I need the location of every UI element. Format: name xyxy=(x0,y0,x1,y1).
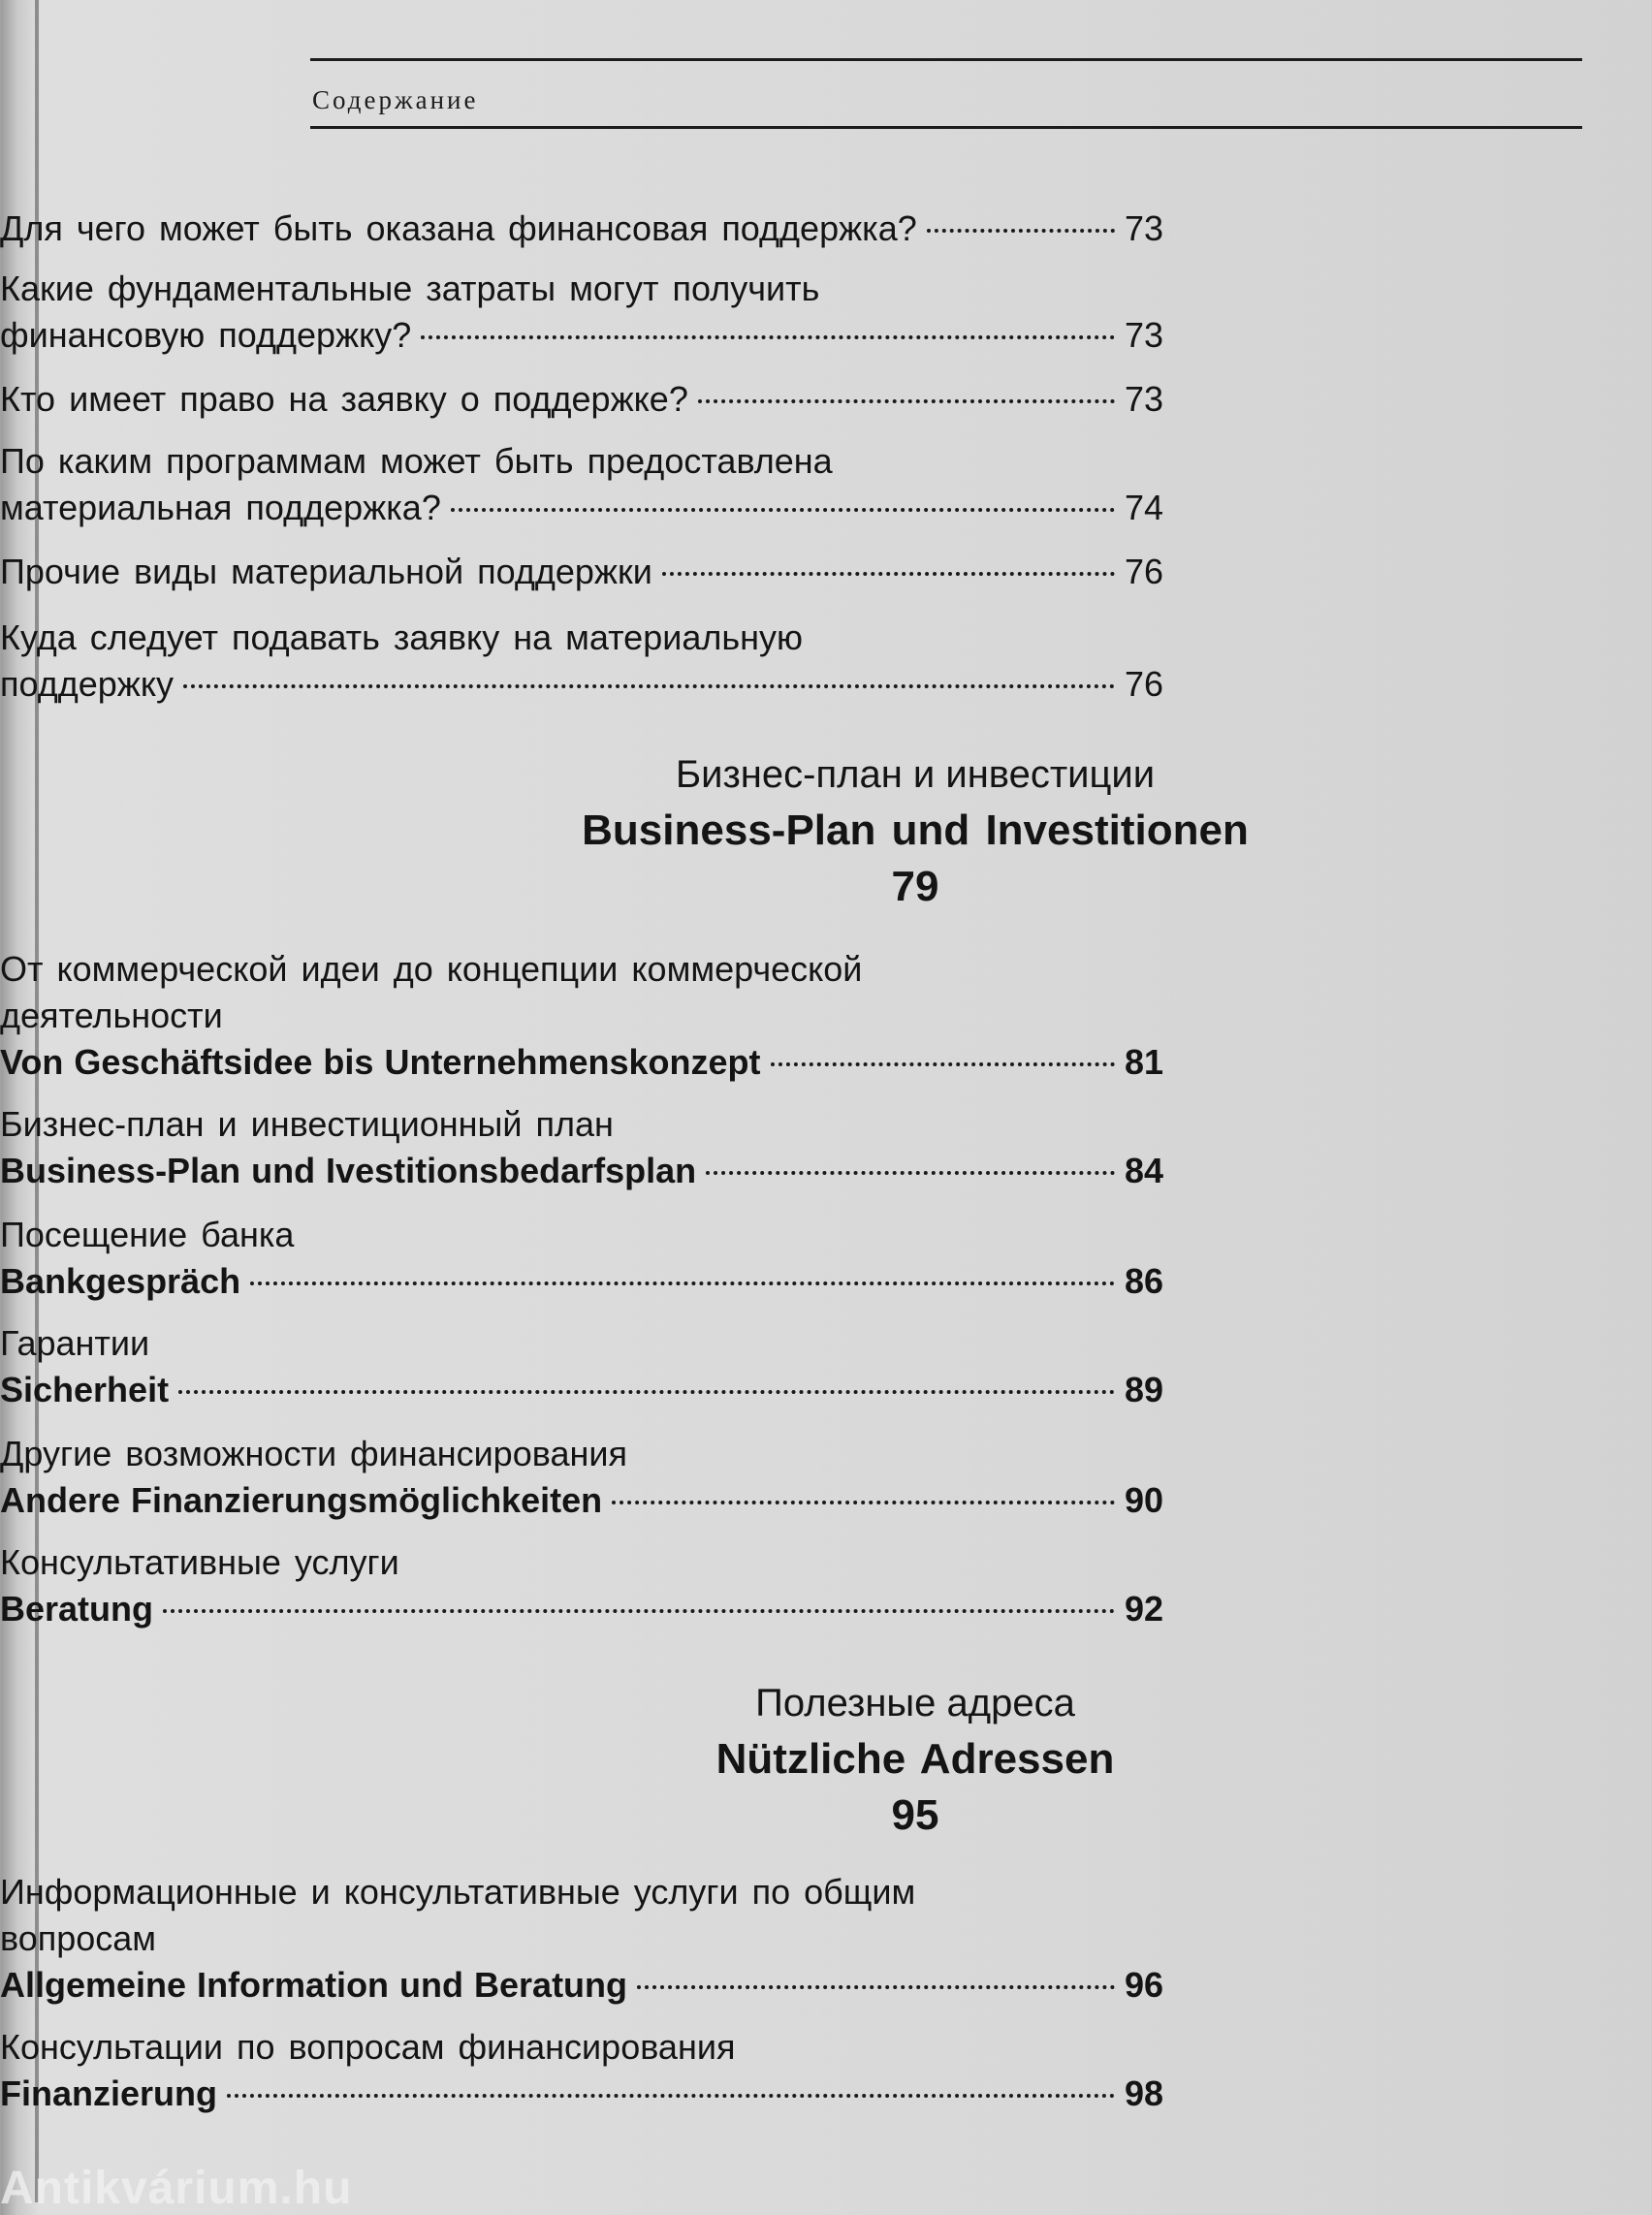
toc-entry-title-de: Sicherheit xyxy=(0,1370,170,1409)
toc-entry-title-ru: Посещение банка xyxy=(0,1215,295,1254)
toc-entry xyxy=(0,376,1163,423)
toc-entry xyxy=(0,1101,1163,1194)
toc-page-number: 98 xyxy=(1124,2073,1163,2113)
toc-entry-title-ru: деятельности xyxy=(0,996,223,1035)
toc-entry-title-de: Beratung xyxy=(0,1589,154,1629)
toc-entry-title-ru: Другие возможности финансирования xyxy=(0,1434,627,1473)
leader-dots xyxy=(706,1171,1115,1175)
toc-entry-title-ru: Гарантии xyxy=(0,1323,150,1363)
toc-entry-title-ru: Бизнес-план и инвестиционный план xyxy=(0,1104,614,1144)
toc-entry-title-line: Куда следует подавать заявку на материальную xyxy=(0,617,803,657)
leader-dots xyxy=(451,508,1115,512)
toc-entry xyxy=(0,1869,1163,2009)
toc-page-number: 76 xyxy=(1124,552,1163,591)
leader-dots xyxy=(183,684,1115,688)
section-title-de: Nützliche Adressen xyxy=(715,1735,1115,1783)
section-page-number: 95 xyxy=(891,1791,939,1839)
running-head: Содержание xyxy=(312,85,479,114)
header-rule-top xyxy=(310,58,1582,61)
section-title-ru: Полезные адреса xyxy=(755,1682,1075,1725)
toc-page-number: 74 xyxy=(1124,488,1163,527)
toc-entry xyxy=(0,206,1163,252)
toc-entry-title-ru: вопросам xyxy=(0,1918,157,1958)
toc-entry-title: Прочие виды материальной поддержки xyxy=(0,552,652,591)
toc-page-number: 86 xyxy=(1124,1261,1163,1301)
toc-entry xyxy=(0,438,1163,531)
toc-page-number: 73 xyxy=(1124,315,1163,355)
toc-entry-title-ru: Информационные и консультативные услуги по общим xyxy=(0,1872,916,1912)
toc-entry-title-ru: Консультации по вопросам финансирования xyxy=(0,2027,736,2067)
toc-page-number: 76 xyxy=(1124,664,1163,704)
toc-entry xyxy=(0,266,1163,359)
toc-entry xyxy=(0,946,1163,1086)
section-title-ru: Бизнес-план и инвестиции xyxy=(675,753,1156,796)
leader-dots xyxy=(227,2094,1115,2098)
toc-entry xyxy=(0,1212,1163,1305)
toc-page-number: 92 xyxy=(1124,1589,1163,1629)
toc-page-number: 84 xyxy=(1124,1151,1163,1190)
toc-page-number: 89 xyxy=(1124,1370,1163,1409)
toc-entry-title: поддержку xyxy=(0,664,175,704)
leader-dots xyxy=(250,1282,1115,1285)
toc-entry-title-line: Какие фундаментальные затраты могут получить xyxy=(0,269,820,308)
section-page-number: 79 xyxy=(891,863,939,910)
toc-page-number: 96 xyxy=(1124,1965,1163,2005)
leader-dots xyxy=(662,572,1115,576)
toc-entry xyxy=(0,615,1163,708)
toc-entry xyxy=(0,1320,1163,1413)
toc-entry-title-de: Allgemeine Information und Beratung xyxy=(0,1965,628,2005)
toc-entry-title: финансовую поддержку? xyxy=(0,315,412,355)
toc-entry-title: материальная поддержка? xyxy=(0,488,441,527)
toc-entry-title-de: Von Geschäftsidee bis Unternehmenskonzept xyxy=(0,1042,761,1082)
section-title-de: Business-Plan und Investitionen xyxy=(582,807,1249,854)
toc-entry xyxy=(0,1431,1163,1524)
toc-entry-title-ru: Консультативные услуги xyxy=(0,1542,399,1582)
toc-entry-title-ru: От коммерческой идеи до концепции коммерческой xyxy=(0,949,863,989)
leader-dots xyxy=(698,399,1115,403)
toc-entry-title: Кто имеет право на заявку о поддержке? xyxy=(0,379,688,419)
toc-entry xyxy=(0,2024,1163,2117)
watermark: Antikvárium.hu xyxy=(0,2163,353,2214)
leader-dots xyxy=(163,1609,1115,1613)
leader-dots xyxy=(927,229,1115,233)
toc-entry-title-de: Andere Finanzierungsmöglichkeiten xyxy=(0,1480,603,1520)
toc-entry-title: Для чего может быть оказана финансовая поддержка? xyxy=(0,208,917,248)
toc-entry-title-de: Business-Plan und Ivestitionsbedarfsplan xyxy=(0,1151,697,1190)
section-heading-useful-addresses xyxy=(334,1675,1497,1844)
leader-dots xyxy=(771,1062,1115,1066)
leader-dots xyxy=(612,1501,1115,1504)
section-heading-business-plan xyxy=(334,746,1497,915)
toc-entry-title-de: Bankgespräch xyxy=(0,1261,241,1301)
leader-dots xyxy=(637,1985,1115,1989)
toc-entry-title-line: По каким программам может быть предоставлена xyxy=(0,441,833,481)
toc-entry-title-de: Finanzierung xyxy=(0,2073,217,2113)
leader-dots xyxy=(178,1390,1115,1394)
header-rule-bottom xyxy=(310,126,1582,129)
toc-page-number: 73 xyxy=(1124,208,1163,248)
toc-page-number: 90 xyxy=(1124,1480,1163,1520)
toc-entry xyxy=(0,549,1163,595)
leader-dots xyxy=(421,335,1115,339)
toc-page-number: 81 xyxy=(1124,1042,1163,1082)
toc-page-number: 73 xyxy=(1124,379,1163,419)
toc-entry xyxy=(0,1539,1163,1632)
